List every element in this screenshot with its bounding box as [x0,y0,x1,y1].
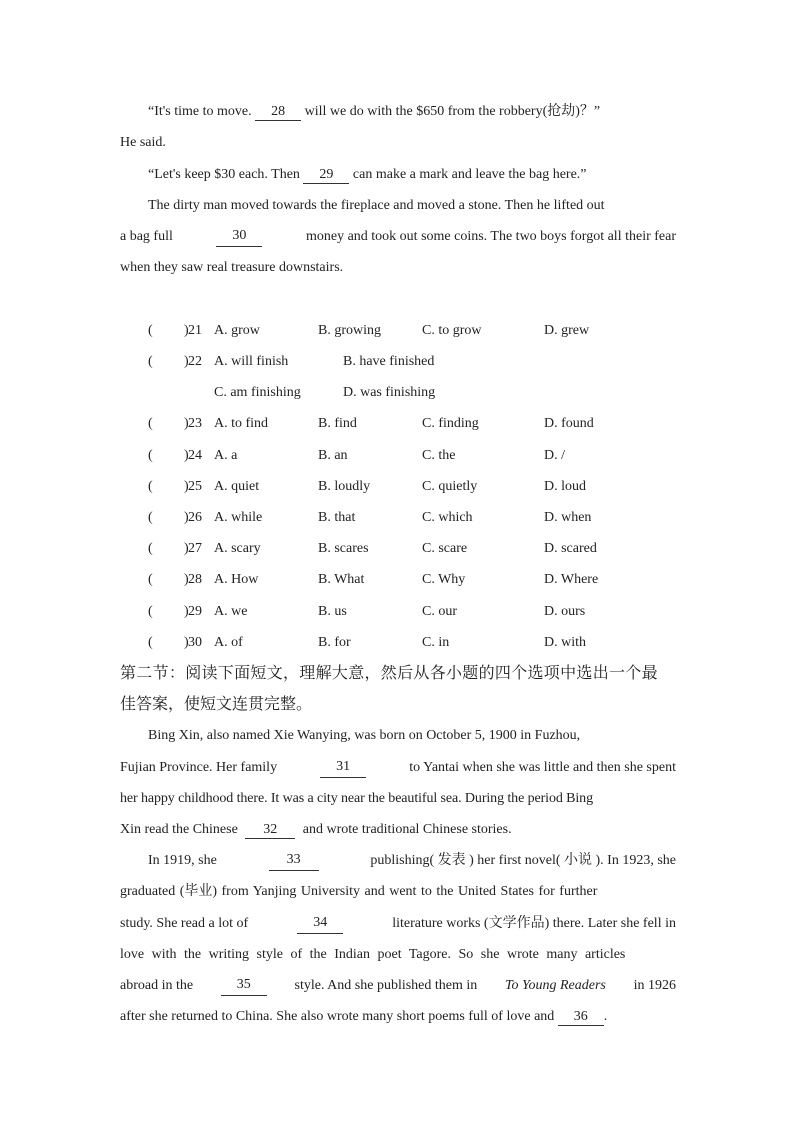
answer-paren-close: ) [184,479,189,494]
option-b: B. that [318,510,356,525]
option-a: A. a [214,448,238,463]
option-d: D. found [544,416,594,431]
option-a: A. we [214,604,248,619]
text: Fujian Province. Her family [120,760,278,775]
option-c: C. quietly [422,479,478,494]
blank-33: 33 [269,851,319,871]
text: money and took out some coins. The two boys forgot all their fear [305,229,676,244]
option-b: B. an [318,448,348,463]
text: Xin read the Chinese [120,822,238,837]
option-c: C. finding [422,416,479,431]
passage2-line-8: love with the writing style of the Indian poet Tagore. So she wrote many articles [120,947,626,962]
section2-instruction-line-2: 佳答案，使短文连贯完整。 [120,694,313,713]
answer-paren-open: ( [148,323,153,338]
passage1-line-4: The dirty man moved towards the fireplace and moved a stone. Then he lifted out [148,198,605,213]
option-b: B. scares [318,541,369,556]
option-a: A. grow [214,323,260,338]
question-number: 26 [188,510,202,525]
option-b: B. us [318,604,347,619]
blank-34: 34 [297,914,343,934]
option-a: A. will finish [214,354,289,369]
passage2-line-3: her happy childhood there. It was a city near the beautiful sea. During the period Bing [120,791,593,806]
option-d: D. scared [544,541,597,556]
option-d: D. when [544,510,592,525]
question-21 [148,321,628,341]
answer-paren-close: ) [184,572,189,587]
option-d: D. ours [544,604,586,619]
option-a: A. How [214,572,259,587]
question-27 [148,539,628,559]
blank-31: 31 [320,758,366,778]
passage2-line-1 [148,726,676,746]
blank-35: 35 [221,976,267,996]
passage2-line-9 [120,976,676,996]
question-29 [148,602,628,622]
passage2-line-7 [120,914,676,934]
text: “It's time to move. [148,104,252,119]
option-a: A. quiet [214,479,260,494]
option-a: A. to find [214,416,269,431]
option-d: D. grew [544,323,590,338]
answer-paren-close: ) [184,416,189,431]
text: “Let's keep $30 each. Then [148,167,300,182]
passage2-line-2 [120,758,676,778]
passage1-line-1 [148,102,676,122]
answer-paren-close: ) [184,510,189,525]
answer-paren-close: ) [184,323,189,338]
option-c: C. in [422,635,450,650]
blank-30: 30 [216,227,262,247]
question-number: 27 [188,541,202,556]
option-b: B. have finished [343,354,435,369]
question-26 [148,508,628,528]
passage2-line-6: graduated (毕业) from Yanjing University and went to the United States for further [120,884,598,899]
option-d: D. loud [544,479,586,494]
answer-paren-open: ( [148,572,153,587]
answer-paren-open: ( [148,635,153,650]
question-number: 22 [188,354,202,369]
passage1-line-5 [120,227,676,247]
answer-paren-close: ) [184,635,189,650]
text: in 1926 [633,978,676,993]
question-22 [148,352,628,372]
blank-32: 32 [245,821,295,839]
text: study. She read a lot of [120,916,249,931]
passage2-line-10 [120,1007,676,1027]
option-d: D. Where [544,572,599,587]
text: In 1919, she [148,853,217,868]
passage2-line-5 [148,851,676,871]
option-b: B. for [318,635,351,650]
blank-28: 28 [255,103,301,121]
text: a bag full [120,229,173,244]
answer-paren-open: ( [148,479,153,494]
option-d: D. / [544,448,565,463]
question-number: 23 [188,416,202,431]
option-c: C. Why [422,572,466,587]
option-c: C. scare [422,541,468,556]
text: after she returned to China. She also wrote many short poems full of love and [120,1009,555,1024]
question-number: 21 [188,323,202,338]
question-number: 28 [188,572,202,587]
text: . [603,1009,608,1024]
question-28 [148,570,628,590]
answer-paren-open: ( [148,448,153,463]
option-a: A. while [214,510,263,525]
question-30 [148,633,628,653]
question-24 [148,446,628,466]
answer-paren-close: ) [184,541,189,556]
passage2-line-4 [120,820,676,840]
text: can make a mark and leave the bag here.” [352,167,587,182]
option-d: D. was finishing [343,385,436,400]
answer-paren-open: ( [148,541,153,556]
question-number: 24 [188,448,202,463]
option-c: C. am finishing [214,385,301,400]
question-number: 29 [188,604,202,619]
answer-paren-close: ) [184,354,189,369]
blank-36: 36 [558,1008,604,1026]
option-c: C. to grow [422,323,482,338]
answer-paren-open: ( [148,604,153,619]
text: publishing( 发表 ) her first novel( 小说 ). In 1923, she [370,853,676,868]
text: and wrote traditional Chinese stories. [302,822,512,837]
option-d: D. with [544,635,586,650]
option-c: C. the [422,448,456,463]
answer-paren-open: ( [148,510,153,525]
text: style. And she published them in [294,978,478,993]
answer-paren-close: ) [184,448,189,463]
answer-paren-open: ( [148,416,153,431]
question-23 [148,414,628,434]
passage1-line-2: He said. [120,135,166,150]
blank-29: 29 [303,166,349,184]
text: will we do with the $650 from the robbery(抢劫)？” [304,104,601,119]
option-b: B. find [318,416,357,431]
text: literature works (文学作品) there. Later she fell in [392,916,676,931]
question-number: 30 [188,635,202,650]
option-c: C. our [422,604,457,619]
option-b: B. What [318,572,365,587]
option-c: C. which [422,510,473,525]
question-25 [148,477,628,497]
passage1-line-6: when they saw real treasure downstairs. [120,260,344,275]
book-title: To Young Readers [504,978,606,993]
text: abroad in the [120,978,194,993]
option-a: A. scary [214,541,261,556]
option-a: A. of [214,635,243,650]
text: Bing Xin, also named Xie Wanying, was born on October 5, 1900 in Fuzhou, [148,728,581,743]
answer-paren-close: ) [184,604,189,619]
question-22-continued [148,383,628,403]
passage1-line-3 [148,165,676,185]
answer-paren-open: ( [148,354,153,369]
section2-instruction-line-1: 第二节：阅读下面短文，理解大意，然后从各小题的四个选项中选出一个最 [120,663,658,682]
question-number: 25 [188,479,202,494]
option-b: B. loudly [318,479,371,494]
text: to Yantai when she was little and then she spent [409,760,676,775]
option-b: B. growing [318,323,381,338]
